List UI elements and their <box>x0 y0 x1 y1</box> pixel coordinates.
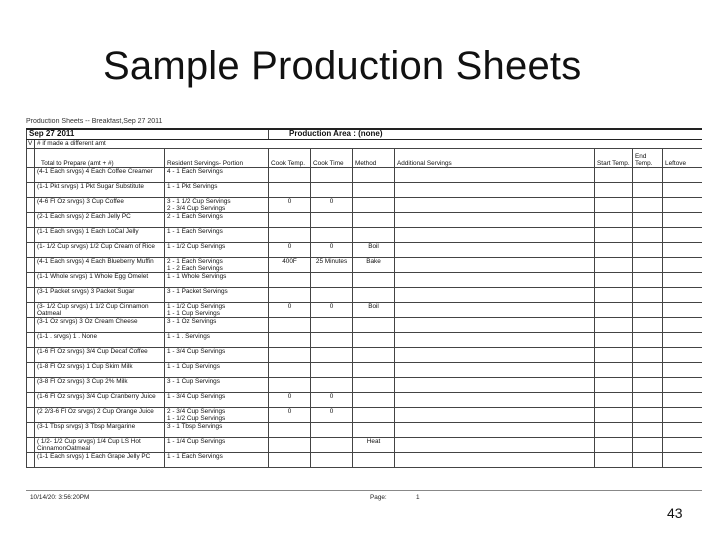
table-row <box>27 333 703 348</box>
col-cook-temp: Cook Temp. <box>269 149 311 168</box>
row-leftover <box>663 378 702 393</box>
row-resident: 2 - 1 Each Servings <box>165 213 269 228</box>
row-end-temp <box>633 393 663 408</box>
production-sheet <box>26 118 702 510</box>
table-row <box>27 213 703 228</box>
row-cook-temp <box>269 168 311 183</box>
row-method: Bake <box>353 258 395 273</box>
row-end-temp <box>633 303 663 318</box>
row-start-temp <box>595 168 633 183</box>
table-row <box>27 423 703 438</box>
table-row <box>27 198 703 213</box>
row-cook-time <box>311 228 353 243</box>
row-total: (1-1 . srvgs) 1 . None <box>35 333 165 348</box>
row-resident: 3 - 1 Cup Servings <box>165 378 269 393</box>
row-additional <box>395 228 595 243</box>
row-total: (2-1 Each srvgs) 2 Each Jelly PC <box>35 213 165 228</box>
row-start-temp <box>595 393 633 408</box>
row-additional <box>395 378 595 393</box>
row-resident: 2 - 3/4 Cup Servings 1 - 1/2 Cup Servings <box>165 408 269 423</box>
row-check-cell <box>27 243 35 258</box>
row-leftover <box>663 213 702 228</box>
row-cook-temp <box>269 318 311 333</box>
row-cook-time <box>311 363 353 378</box>
row-total: (3-1 Packet srvgs) 3 Packet Sugar <box>35 288 165 303</box>
row-cook-temp <box>269 273 311 288</box>
col-cook-time: Cook Time <box>311 149 353 168</box>
row-resident: 3 - 1 Packet Servings <box>165 288 269 303</box>
table-row <box>27 408 703 423</box>
row-total: (4-1 Each srvgs) 4 Each Coffee Creamer <box>35 168 165 183</box>
note-row <box>27 140 703 149</box>
row-method <box>353 363 395 378</box>
row-cook-time: 0 <box>311 243 353 258</box>
row-additional <box>395 453 595 468</box>
row-method <box>353 198 395 213</box>
row-check-cell <box>27 303 35 318</box>
col-leftover: Leftove <box>663 149 702 168</box>
row-end-temp <box>633 168 663 183</box>
row-resident: 1 - 1 Whole Servings <box>165 273 269 288</box>
table-row <box>27 378 703 393</box>
row-leftover <box>663 318 702 333</box>
row-additional <box>395 198 595 213</box>
row-total: ( 1/2- 1/2 Cup srvgs) 1/4 Cup LS Hot CinnamonOatmeal <box>35 438 165 453</box>
row-leftover <box>663 453 702 468</box>
row-start-temp <box>595 453 633 468</box>
row-cook-temp: 0 <box>269 408 311 423</box>
date-band <box>27 129 703 140</box>
row-end-temp <box>633 348 663 363</box>
row-start-temp <box>595 363 633 378</box>
row-method <box>353 288 395 303</box>
row-resident: 1 - 1 Cup Servings <box>165 363 269 378</box>
v-mark: V <box>27 140 35 149</box>
row-total: (1-1 Whole srvgs) 1 Whole Egg Omelet <box>35 273 165 288</box>
row-check-cell <box>27 408 35 423</box>
row-additional <box>395 363 595 378</box>
row-cook-temp: 0 <box>269 243 311 258</box>
row-resident: 1 - 3/4 Cup Servings <box>165 393 269 408</box>
row-leftover <box>663 393 702 408</box>
row-check-cell <box>27 228 35 243</box>
table-row <box>27 288 703 303</box>
row-total: (1-1 Pkt srvgs) 1 Pkt Sugar Substitute <box>35 183 165 198</box>
row-leftover <box>663 333 702 348</box>
row-end-temp <box>633 183 663 198</box>
table-row <box>27 318 703 333</box>
row-method <box>353 408 395 423</box>
row-method <box>353 168 395 183</box>
row-total: (1-8 Fl Oz srvgs) 1 Cup Skim Milk <box>35 363 165 378</box>
row-start-temp <box>595 333 633 348</box>
row-check-cell <box>27 273 35 288</box>
row-additional <box>395 288 595 303</box>
row-leftover <box>663 303 702 318</box>
row-check-cell <box>27 363 35 378</box>
row-check-cell <box>27 378 35 393</box>
col-start-temp: Start Temp. <box>595 149 633 168</box>
row-resident: 1 - 1 . Servings <box>165 333 269 348</box>
table-row <box>27 243 703 258</box>
col-total: Total to Prepare (amt + #) <box>35 149 165 168</box>
row-leftover <box>663 258 702 273</box>
row-method <box>353 318 395 333</box>
row-resident: 2 - 1 Each Servings 1 - 2 Each Servings <box>165 258 269 273</box>
row-check-cell <box>27 183 35 198</box>
row-start-temp <box>595 303 633 318</box>
row-additional <box>395 438 595 453</box>
table-row <box>27 303 703 318</box>
row-end-temp <box>633 243 663 258</box>
row-check-cell <box>27 168 35 183</box>
row-cook-time: 0 <box>311 303 353 318</box>
production-area: Production Area : (none) <box>269 129 702 140</box>
row-total: (4-6 Fl Oz srvgs) 3 Cup Coffee <box>35 198 165 213</box>
row-total: (1-1 Each srvgs) 1 Each LoCal Jelly <box>35 228 165 243</box>
col-end-temp: End Temp. <box>633 149 663 168</box>
row-additional <box>395 243 595 258</box>
row-cook-time <box>311 273 353 288</box>
row-additional <box>395 258 595 273</box>
row-cook-temp <box>269 453 311 468</box>
row-resident: 3 - 1 Oz Servings <box>165 318 269 333</box>
row-end-temp <box>633 408 663 423</box>
row-end-temp <box>633 453 663 468</box>
row-cook-time: 0 <box>311 198 353 213</box>
row-resident: 4 - 1 Each Servings <box>165 168 269 183</box>
row-cook-time <box>311 183 353 198</box>
row-check-cell <box>27 318 35 333</box>
table-row <box>27 453 703 468</box>
table-row <box>27 273 703 288</box>
row-additional <box>395 213 595 228</box>
table-row <box>27 168 703 183</box>
row-leftover <box>663 288 702 303</box>
row-total: (3- 1/2 Cup srvgs) 1 1/2 Cup Cinnamon Oatmeal <box>35 303 165 318</box>
row-total: (3-1 Oz srvgs) 3 Oz Cream Cheese <box>35 318 165 333</box>
note-text: # if made a different amt <box>35 140 703 149</box>
row-start-temp <box>595 183 633 198</box>
row-total: (2 2/3-6 Fl Oz srvgs) 2 Cup Orange Juice <box>35 408 165 423</box>
row-total: (3-8 Fl Oz srvgs) 3 Cup 2% Milk <box>35 378 165 393</box>
row-start-temp <box>595 213 633 228</box>
row-cook-temp: 400F <box>269 258 311 273</box>
row-cook-temp <box>269 348 311 363</box>
table-row <box>27 228 703 243</box>
row-method <box>353 333 395 348</box>
row-cook-time <box>311 288 353 303</box>
row-cook-temp <box>269 333 311 348</box>
row-resident: 1 - 3/4 Cup Servings <box>165 348 269 363</box>
row-method <box>353 273 395 288</box>
row-total: (3-1 Tbsp srvgs) 3 Tbsp Margarine <box>35 423 165 438</box>
row-method: Boil <box>353 303 395 318</box>
row-start-temp <box>595 348 633 363</box>
row-leftover <box>663 243 702 258</box>
row-start-temp <box>595 318 633 333</box>
row-method <box>353 213 395 228</box>
production-table <box>26 128 702 468</box>
row-start-temp <box>595 288 633 303</box>
row-cook-temp: 0 <box>269 393 311 408</box>
row-start-temp <box>595 378 633 393</box>
row-cook-time <box>311 348 353 363</box>
row-method <box>353 183 395 198</box>
row-start-temp <box>595 273 633 288</box>
row-leftover <box>663 228 702 243</box>
row-method <box>353 393 395 408</box>
row-check-cell <box>27 288 35 303</box>
row-leftover <box>663 438 702 453</box>
row-end-temp <box>633 258 663 273</box>
row-cook-temp <box>269 378 311 393</box>
row-additional <box>395 348 595 363</box>
row-method <box>353 453 395 468</box>
row-end-temp <box>633 273 663 288</box>
row-cook-time <box>311 438 353 453</box>
row-cook-time: 0 <box>311 408 353 423</box>
row-check-cell <box>27 333 35 348</box>
row-check-cell <box>27 348 35 363</box>
row-resident: 1 - 1/2 Cup Servings 1 - 1 Cup Servings <box>165 303 269 318</box>
row-check-cell <box>27 213 35 228</box>
row-cook-temp <box>269 288 311 303</box>
row-cook-time <box>311 378 353 393</box>
table-row <box>27 258 703 273</box>
row-end-temp <box>633 333 663 348</box>
table-row <box>27 348 703 363</box>
row-method <box>353 228 395 243</box>
col-resident: Resident Servings- Portion <box>165 149 269 168</box>
row-cook-time <box>311 423 353 438</box>
row-check-cell <box>27 258 35 273</box>
row-method: Heat <box>353 438 395 453</box>
row-end-temp <box>633 378 663 393</box>
row-cook-time: 0 <box>311 393 353 408</box>
row-additional <box>395 333 595 348</box>
sheet-date: Sep 27 2011 <box>27 129 269 140</box>
footer-timestamp: 10/14/20: 3:56:20PM <box>30 494 90 501</box>
row-total: (1-1 Each srvgs) 1 Each Grape Jelly PC <box>35 453 165 468</box>
row-end-temp <box>633 228 663 243</box>
row-end-temp <box>633 213 663 228</box>
row-method <box>353 423 395 438</box>
row-start-temp <box>595 258 633 273</box>
column-header-row <box>27 149 703 168</box>
row-end-temp <box>633 318 663 333</box>
row-start-temp <box>595 408 633 423</box>
row-additional <box>395 183 595 198</box>
row-cook-time <box>311 213 353 228</box>
row-cook-temp: 0 <box>269 303 311 318</box>
row-additional <box>395 168 595 183</box>
row-resident: 1 - 1/4 Cup Servings <box>165 438 269 453</box>
sheet-header-line: Production Sheets -- Breakfast,Sep 27 2011 <box>26 118 163 125</box>
slide-number: 43 <box>667 505 683 521</box>
col-method: Method <box>353 149 395 168</box>
row-start-temp <box>595 198 633 213</box>
row-total: (1- 1/2 Cup srvgs) 1/2 Cup Cream of Rice <box>35 243 165 258</box>
table-row <box>27 438 703 453</box>
row-start-temp <box>595 228 633 243</box>
row-total: (4-1 Each srvgs) 4 Each Blueberry Muffin <box>35 258 165 273</box>
row-check-cell <box>27 438 35 453</box>
row-leftover <box>663 363 702 378</box>
row-cook-time: 25 Minutes <box>311 258 353 273</box>
row-resident: 1 - 1 Pkt Servings <box>165 183 269 198</box>
row-cook-temp <box>269 363 311 378</box>
row-resident: 1 - 1 Each Servings <box>165 453 269 468</box>
row-method: Boil <box>353 243 395 258</box>
row-additional <box>395 393 595 408</box>
row-cook-temp <box>269 228 311 243</box>
row-resident: 3 - 1 1/2 Cup Servings 2 - 3/4 Cup Servings <box>165 198 269 213</box>
row-check-cell <box>27 198 35 213</box>
row-total: (1-6 Fl Oz srvgs) 3/4 Cup Cranberry Juice <box>35 393 165 408</box>
row-check-cell <box>27 453 35 468</box>
row-cook-temp <box>269 438 311 453</box>
header-v <box>27 149 35 168</box>
row-cook-temp <box>269 213 311 228</box>
footer-rule <box>26 490 702 491</box>
row-method <box>353 378 395 393</box>
row-end-temp <box>633 198 663 213</box>
row-leftover <box>663 423 702 438</box>
col-additional: Additional Servings <box>395 149 595 168</box>
row-additional <box>395 408 595 423</box>
row-check-cell <box>27 423 35 438</box>
row-leftover <box>663 273 702 288</box>
row-start-temp <box>595 423 633 438</box>
row-resident: 1 - 1 Each Servings <box>165 228 269 243</box>
row-additional <box>395 303 595 318</box>
row-leftover <box>663 348 702 363</box>
row-additional <box>395 423 595 438</box>
row-resident: 1 - 1/2 Cup Servings <box>165 243 269 258</box>
row-cook-temp <box>269 423 311 438</box>
footer-page-number: 1 <box>416 494 420 501</box>
row-leftover <box>663 168 702 183</box>
row-start-temp <box>595 438 633 453</box>
row-cook-time <box>311 318 353 333</box>
row-end-temp <box>633 288 663 303</box>
row-check-cell <box>27 393 35 408</box>
table-row <box>27 183 703 198</box>
row-cook-temp: 0 <box>269 198 311 213</box>
row-cook-time <box>311 168 353 183</box>
slide-title: Sample Production Sheets <box>103 44 582 88</box>
row-cook-time <box>311 333 353 348</box>
row-additional <box>395 273 595 288</box>
row-resident: 3 - 1 Tbsp Servings <box>165 423 269 438</box>
table-row <box>27 363 703 378</box>
row-end-temp <box>633 423 663 438</box>
row-leftover <box>663 408 702 423</box>
row-method <box>353 348 395 363</box>
row-total: (1-6 Fl Oz srvgs) 3/4 Cup Decaf Coffee <box>35 348 165 363</box>
footer-page-label: Page: <box>370 494 387 501</box>
row-leftover <box>663 198 702 213</box>
row-cook-time <box>311 453 353 468</box>
row-start-temp <box>595 243 633 258</box>
row-end-temp <box>633 363 663 378</box>
table-row <box>27 393 703 408</box>
row-leftover <box>663 183 702 198</box>
row-end-temp <box>633 438 663 453</box>
row-cook-temp <box>269 183 311 198</box>
row-additional <box>395 318 595 333</box>
